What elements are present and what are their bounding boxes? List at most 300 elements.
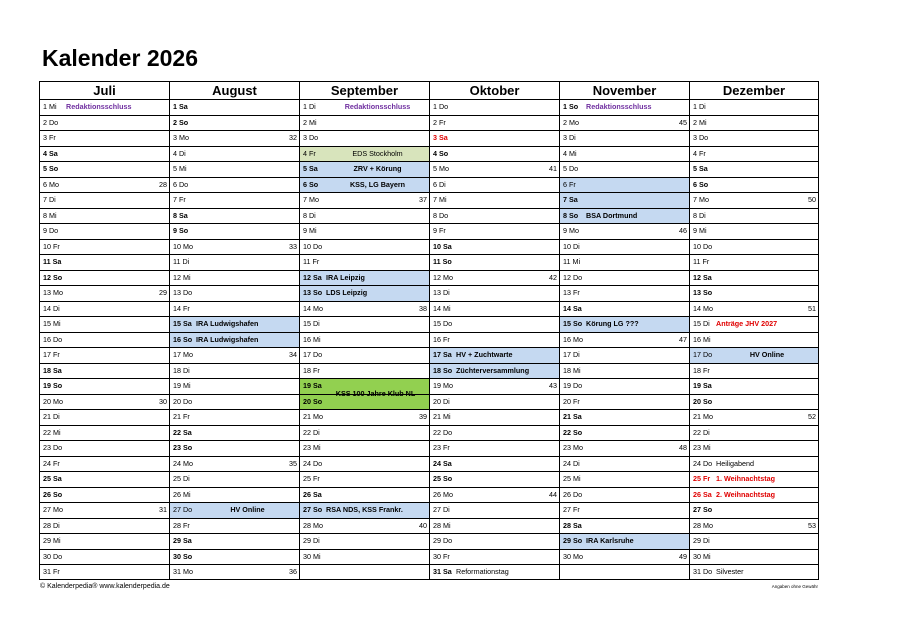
week-number: 37 (419, 195, 427, 204)
day-label: 25 Mi (563, 474, 581, 483)
day-row (560, 426, 689, 442)
day-label: 29 So (563, 536, 583, 545)
day-label: 4 Mi (563, 148, 577, 158)
day-row (560, 209, 689, 225)
day-label: 2 Fr (433, 117, 446, 127)
day-label: 15 So (563, 319, 583, 328)
day-row (40, 116, 169, 132)
day-label: 1 Di (303, 102, 316, 111)
day-row (300, 209, 429, 225)
day-row (170, 286, 299, 302)
day-label: 11 Mi (563, 257, 581, 266)
day-label: 20 Mo (43, 396, 63, 406)
day-label: 3 Do (303, 133, 319, 142)
day-label: 5 Mo (433, 164, 449, 173)
event-label-merged: KSS 100 Jahre Klub NL (335, 388, 416, 398)
day-row (170, 162, 299, 178)
day-label: 23 Mi (693, 443, 711, 452)
day-label: 18 So (433, 365, 453, 375)
day-row (40, 224, 169, 240)
day-label: 29 Do (433, 536, 453, 545)
day-label: 21 Mi (433, 412, 451, 421)
day-label: 6 Do (173, 179, 189, 189)
day-label: 1 Sa (173, 102, 188, 111)
day-label: 28 Fr (173, 520, 190, 530)
day-label: 20 So (693, 396, 713, 406)
day-label: 27 So (303, 505, 323, 514)
day-label: 17 Do (693, 350, 713, 359)
footer-copyright: © Kalenderpedia® www.kalenderpedia.de (40, 583, 170, 590)
event-label: Anträge JHV 2027 (716, 319, 778, 328)
day-label: 16 Mi (303, 334, 321, 344)
day-row (40, 550, 169, 566)
day-row (170, 240, 299, 256)
day-label: 19 Sa (693, 381, 712, 390)
day-label: 5 Sa (693, 164, 708, 173)
day-row (40, 193, 169, 209)
day-label: 18 Sa (43, 365, 62, 375)
day-row (40, 286, 169, 302)
day-row (300, 441, 429, 457)
day-row (40, 178, 169, 194)
day-label: 1 Mi (43, 102, 57, 111)
day-label: 2 Mi (303, 117, 317, 127)
day-row (40, 410, 169, 426)
day-row (430, 379, 559, 395)
day-row (170, 100, 299, 116)
day-label: 29 Di (303, 536, 320, 545)
calendar-grid (39, 81, 819, 580)
day-row (560, 302, 689, 318)
day-label: 12 Sa (693, 272, 712, 282)
day-label: 7 Mi (433, 195, 447, 204)
event-label: EDS Stockholm (352, 148, 403, 158)
week-number: 31 (159, 505, 167, 514)
day-label: 8 Mi (43, 210, 57, 220)
day-label: 28 Sa (563, 520, 582, 530)
day-label: 7 Sa (563, 195, 578, 204)
day-label: 8 Di (303, 210, 316, 220)
day-label: 7 Mo (693, 195, 709, 204)
day-label: 21 Sa (563, 412, 582, 421)
day-label: 15 Do (433, 319, 453, 328)
day-row (560, 457, 689, 473)
footer-disclaimer: Angaben ohne Gewähr (771, 584, 818, 589)
day-row (170, 488, 299, 504)
day-row (40, 364, 169, 380)
day-row (560, 488, 689, 504)
day-row (300, 534, 429, 550)
day-row (170, 395, 299, 411)
day-label: 28 Mo (693, 520, 713, 530)
day-label: 23 So (173, 443, 193, 452)
day-row (560, 147, 689, 163)
day-row (170, 550, 299, 566)
day-row (300, 565, 429, 581)
page-title: Kalender 2026 (42, 45, 198, 71)
day-row (430, 488, 559, 504)
day-label: 25 Di (173, 474, 190, 483)
day-label: 24 Sa (433, 458, 452, 468)
day-row (690, 426, 818, 442)
day-label: 4 Fr (303, 148, 316, 158)
event-label: Redaktionsschluss (344, 102, 411, 111)
day-label: 7 Mo (303, 195, 319, 204)
day-row (40, 488, 169, 504)
day-label: 2 Mo (563, 117, 579, 127)
week-number: 38 (419, 303, 427, 313)
day-label: 28 Mo (303, 520, 323, 530)
day-row (300, 271, 429, 287)
event-label: ZRV + Körung (353, 164, 402, 173)
day-label: 5 So (43, 164, 59, 173)
week-number: 43 (549, 381, 557, 390)
month-header: Dezember (690, 82, 818, 100)
day-row (40, 565, 169, 581)
event-label: IRA Leipzig (326, 272, 365, 282)
day-row (690, 302, 818, 318)
day-row (430, 147, 559, 163)
day-label: 28 Di (43, 520, 60, 530)
day-row (430, 426, 559, 442)
day-row (300, 457, 429, 473)
day-row (300, 178, 429, 194)
day-row (40, 209, 169, 225)
day-row (170, 565, 299, 581)
day-label: 15 Di (693, 319, 710, 328)
day-label: 27 So (693, 505, 713, 514)
day-label: 18 Di (173, 365, 190, 375)
week-number: 50 (808, 195, 816, 204)
day-row (560, 410, 689, 426)
day-label: 16 Mi (693, 334, 711, 344)
day-row (560, 224, 689, 240)
event-label: Körung LG ??? (586, 319, 639, 328)
month-header: Juli (40, 82, 169, 100)
day-row (300, 519, 429, 535)
day-label: 16 So (173, 334, 193, 344)
day-label: 4 Fr (693, 148, 706, 158)
day-label: 11 Fr (693, 257, 710, 266)
week-number: 30 (159, 396, 167, 406)
month-column-juli (40, 82, 170, 579)
day-row (560, 131, 689, 147)
day-label: 6 Di (433, 179, 446, 189)
day-row (690, 255, 818, 271)
day-label: 19 So (43, 381, 63, 390)
day-row (170, 193, 299, 209)
event-label: 1. Weihnachtstag (716, 474, 775, 483)
day-row (690, 519, 818, 535)
day-row (560, 379, 689, 395)
day-label: 24 Fr (43, 458, 60, 468)
day-label: 27 Di (433, 505, 450, 514)
day-row (690, 240, 818, 256)
day-row (690, 472, 818, 488)
day-label: 16 Fr (433, 334, 450, 344)
day-label: 19 Do (563, 381, 583, 390)
day-row (430, 410, 559, 426)
event-label: HV + Zuchtwarte (456, 350, 513, 359)
week-number: 44 (549, 489, 557, 499)
day-row (40, 348, 169, 364)
day-label: 6 So (693, 179, 709, 189)
day-label: 17 Sa (433, 350, 452, 359)
day-label: 10 Do (303, 241, 323, 251)
day-row (40, 131, 169, 147)
day-label: 22 Mi (43, 427, 61, 437)
day-label: 13 So (303, 288, 323, 297)
day-row (170, 410, 299, 426)
day-label: 31 Sa (433, 567, 452, 576)
day-row (430, 162, 559, 178)
day-label: 15 Mi (43, 319, 61, 328)
day-label: 8 Di (693, 210, 706, 220)
day-label: 3 Do (693, 133, 709, 142)
day-label: 20 Di (433, 396, 450, 406)
day-row (170, 441, 299, 457)
day-label: 23 Do (43, 443, 63, 452)
week-number: 41 (549, 164, 557, 173)
day-label: 21 Mo (303, 412, 323, 421)
week-number: 46 (679, 226, 687, 235)
day-label: 8 So (563, 210, 579, 220)
week-number: 52 (808, 412, 816, 421)
day-label: 26 Sa (303, 489, 322, 499)
day-label: 20 So (303, 396, 323, 406)
day-label: 13 So (693, 288, 713, 297)
day-row (690, 503, 818, 519)
day-row (560, 333, 689, 349)
day-label: 26 Do (563, 489, 583, 499)
month-column-august (170, 82, 300, 579)
day-label: 3 Fr (43, 133, 56, 142)
month-column-oktober (430, 82, 560, 579)
day-row (430, 317, 559, 333)
day-label: 15 Sa (173, 319, 192, 328)
day-label: 30 Do (43, 551, 63, 561)
day-row (690, 209, 818, 225)
day-row (170, 178, 299, 194)
day-row (690, 162, 818, 178)
day-label: 7 Fr (173, 195, 186, 204)
day-label: 6 So (303, 179, 319, 189)
day-row (40, 147, 169, 163)
day-row (300, 317, 429, 333)
day-label: 22 Di (303, 427, 320, 437)
day-label: 17 Do (303, 350, 323, 359)
event-label: IRA Ludwigshafen (196, 319, 259, 328)
day-row (690, 441, 818, 457)
day-row (560, 286, 689, 302)
day-label: 14 Mi (433, 303, 451, 313)
day-label: 5 Sa (303, 164, 318, 173)
day-label: 31 Do (693, 567, 713, 576)
day-label: 29 Di (693, 536, 710, 545)
day-row (300, 147, 429, 163)
event-label: Reformationstag (456, 567, 509, 576)
week-number: 51 (808, 303, 816, 313)
day-row (300, 550, 429, 566)
day-label: 23 Fr (433, 443, 450, 452)
day-label: 17 Di (563, 350, 580, 359)
day-label: 24 Mo (173, 458, 193, 468)
day-label: 28 Mi (433, 520, 451, 530)
day-row (430, 286, 559, 302)
day-row (430, 100, 559, 116)
day-label: 10 Sa (433, 241, 452, 251)
day-row (430, 240, 559, 256)
day-label: 6 Fr (563, 179, 576, 189)
event-label: IRA Karlsruhe (586, 536, 634, 545)
day-label: 14 Mo (303, 303, 323, 313)
day-label: 12 Sa (303, 272, 322, 282)
day-row (690, 550, 818, 566)
week-number: 29 (159, 288, 167, 297)
day-label: 10 Mo (173, 241, 193, 251)
day-row (690, 147, 818, 163)
day-row (430, 209, 559, 225)
day-row (40, 100, 169, 116)
day-row (430, 472, 559, 488)
day-label: 8 Sa (173, 210, 188, 220)
day-row (40, 271, 169, 287)
day-row (170, 472, 299, 488)
day-row (430, 348, 559, 364)
day-row (690, 410, 818, 426)
day-label: 14 Di (43, 303, 60, 313)
day-row (690, 488, 818, 504)
day-row (560, 317, 689, 333)
day-row (560, 255, 689, 271)
day-row (690, 178, 818, 194)
day-label: 5 Do (563, 164, 579, 173)
day-row (690, 224, 818, 240)
event-label: 2. Weihnachtstag (716, 489, 775, 499)
day-label: 21 Di (43, 412, 60, 421)
day-row (560, 348, 689, 364)
week-number: 42 (549, 272, 557, 282)
day-row (300, 333, 429, 349)
day-row (690, 333, 818, 349)
day-row (560, 193, 689, 209)
day-row (40, 441, 169, 457)
day-row (300, 302, 429, 318)
day-row (690, 364, 818, 380)
event-label: Redaktionsschluss (586, 102, 652, 111)
day-label: 3 Di (563, 133, 576, 142)
day-row (300, 255, 429, 271)
event-label: Silvester (716, 567, 744, 576)
day-row (430, 271, 559, 287)
day-row (430, 457, 559, 473)
day-row (560, 534, 689, 550)
day-label: 21 Mo (693, 412, 713, 421)
day-row (40, 317, 169, 333)
day-label: 16 Mo (563, 334, 583, 344)
day-row (690, 457, 818, 473)
event-label: HV Online (230, 505, 265, 514)
day-row (430, 302, 559, 318)
day-label: 20 Do (173, 396, 193, 406)
day-label: 24 Do (693, 458, 713, 468)
week-number: 49 (679, 551, 687, 561)
day-row (300, 116, 429, 132)
day-row (40, 472, 169, 488)
day-label: 24 Di (563, 458, 580, 468)
day-label: 19 Mo (433, 381, 453, 390)
day-row (170, 457, 299, 473)
event-label: IRA Ludwigshafen (196, 334, 259, 344)
event-label: KSS, LG Bayern (349, 179, 406, 189)
day-label: 26 So (43, 489, 63, 499)
day-label: 30 So (173, 551, 193, 561)
week-number: 45 (679, 117, 687, 127)
day-row (170, 348, 299, 364)
week-number: 35 (289, 458, 297, 468)
event-label: Heiligabend (716, 458, 754, 468)
week-number: 47 (679, 334, 687, 344)
day-row (560, 364, 689, 380)
day-row (300, 348, 429, 364)
day-row (170, 534, 299, 550)
day-row (430, 364, 559, 380)
day-row (560, 550, 689, 566)
day-row (170, 379, 299, 395)
day-row (690, 348, 818, 364)
day-row (170, 209, 299, 225)
day-row (560, 395, 689, 411)
month-column-november (560, 82, 690, 579)
day-row (430, 224, 559, 240)
day-label: 15 Di (303, 319, 320, 328)
day-row (690, 379, 818, 395)
day-row (300, 240, 429, 256)
day-row (690, 193, 818, 209)
day-row (170, 147, 299, 163)
day-label: 13 Di (433, 288, 450, 297)
day-label: 7 Di (43, 195, 56, 204)
day-row (560, 472, 689, 488)
day-label: 18 Mi (563, 365, 581, 375)
day-row (690, 565, 818, 581)
day-label: 14 Mo (693, 303, 713, 313)
day-label: 3 Mo (173, 133, 189, 142)
day-label: 22 Do (433, 427, 453, 437)
day-label: 22 So (563, 427, 583, 437)
day-row (300, 503, 429, 519)
week-number: 28 (159, 179, 167, 189)
day-row (690, 100, 818, 116)
day-row (430, 550, 559, 566)
day-row (40, 426, 169, 442)
day-label: 23 Mi (303, 443, 321, 452)
day-label: 10 Do (693, 241, 713, 251)
day-label: 9 Mi (693, 226, 707, 235)
day-row (430, 441, 559, 457)
month-column-september (300, 82, 430, 579)
day-row (170, 317, 299, 333)
day-row (300, 488, 429, 504)
event-label: HV Online (749, 350, 785, 359)
day-label: 2 Do (43, 117, 59, 127)
day-label: 10 Fr (43, 241, 60, 251)
day-label: 11 Di (173, 257, 190, 266)
day-row (430, 395, 559, 411)
day-row (560, 162, 689, 178)
day-label: 5 Mi (173, 164, 187, 173)
day-label: 25 Sa (43, 474, 62, 483)
